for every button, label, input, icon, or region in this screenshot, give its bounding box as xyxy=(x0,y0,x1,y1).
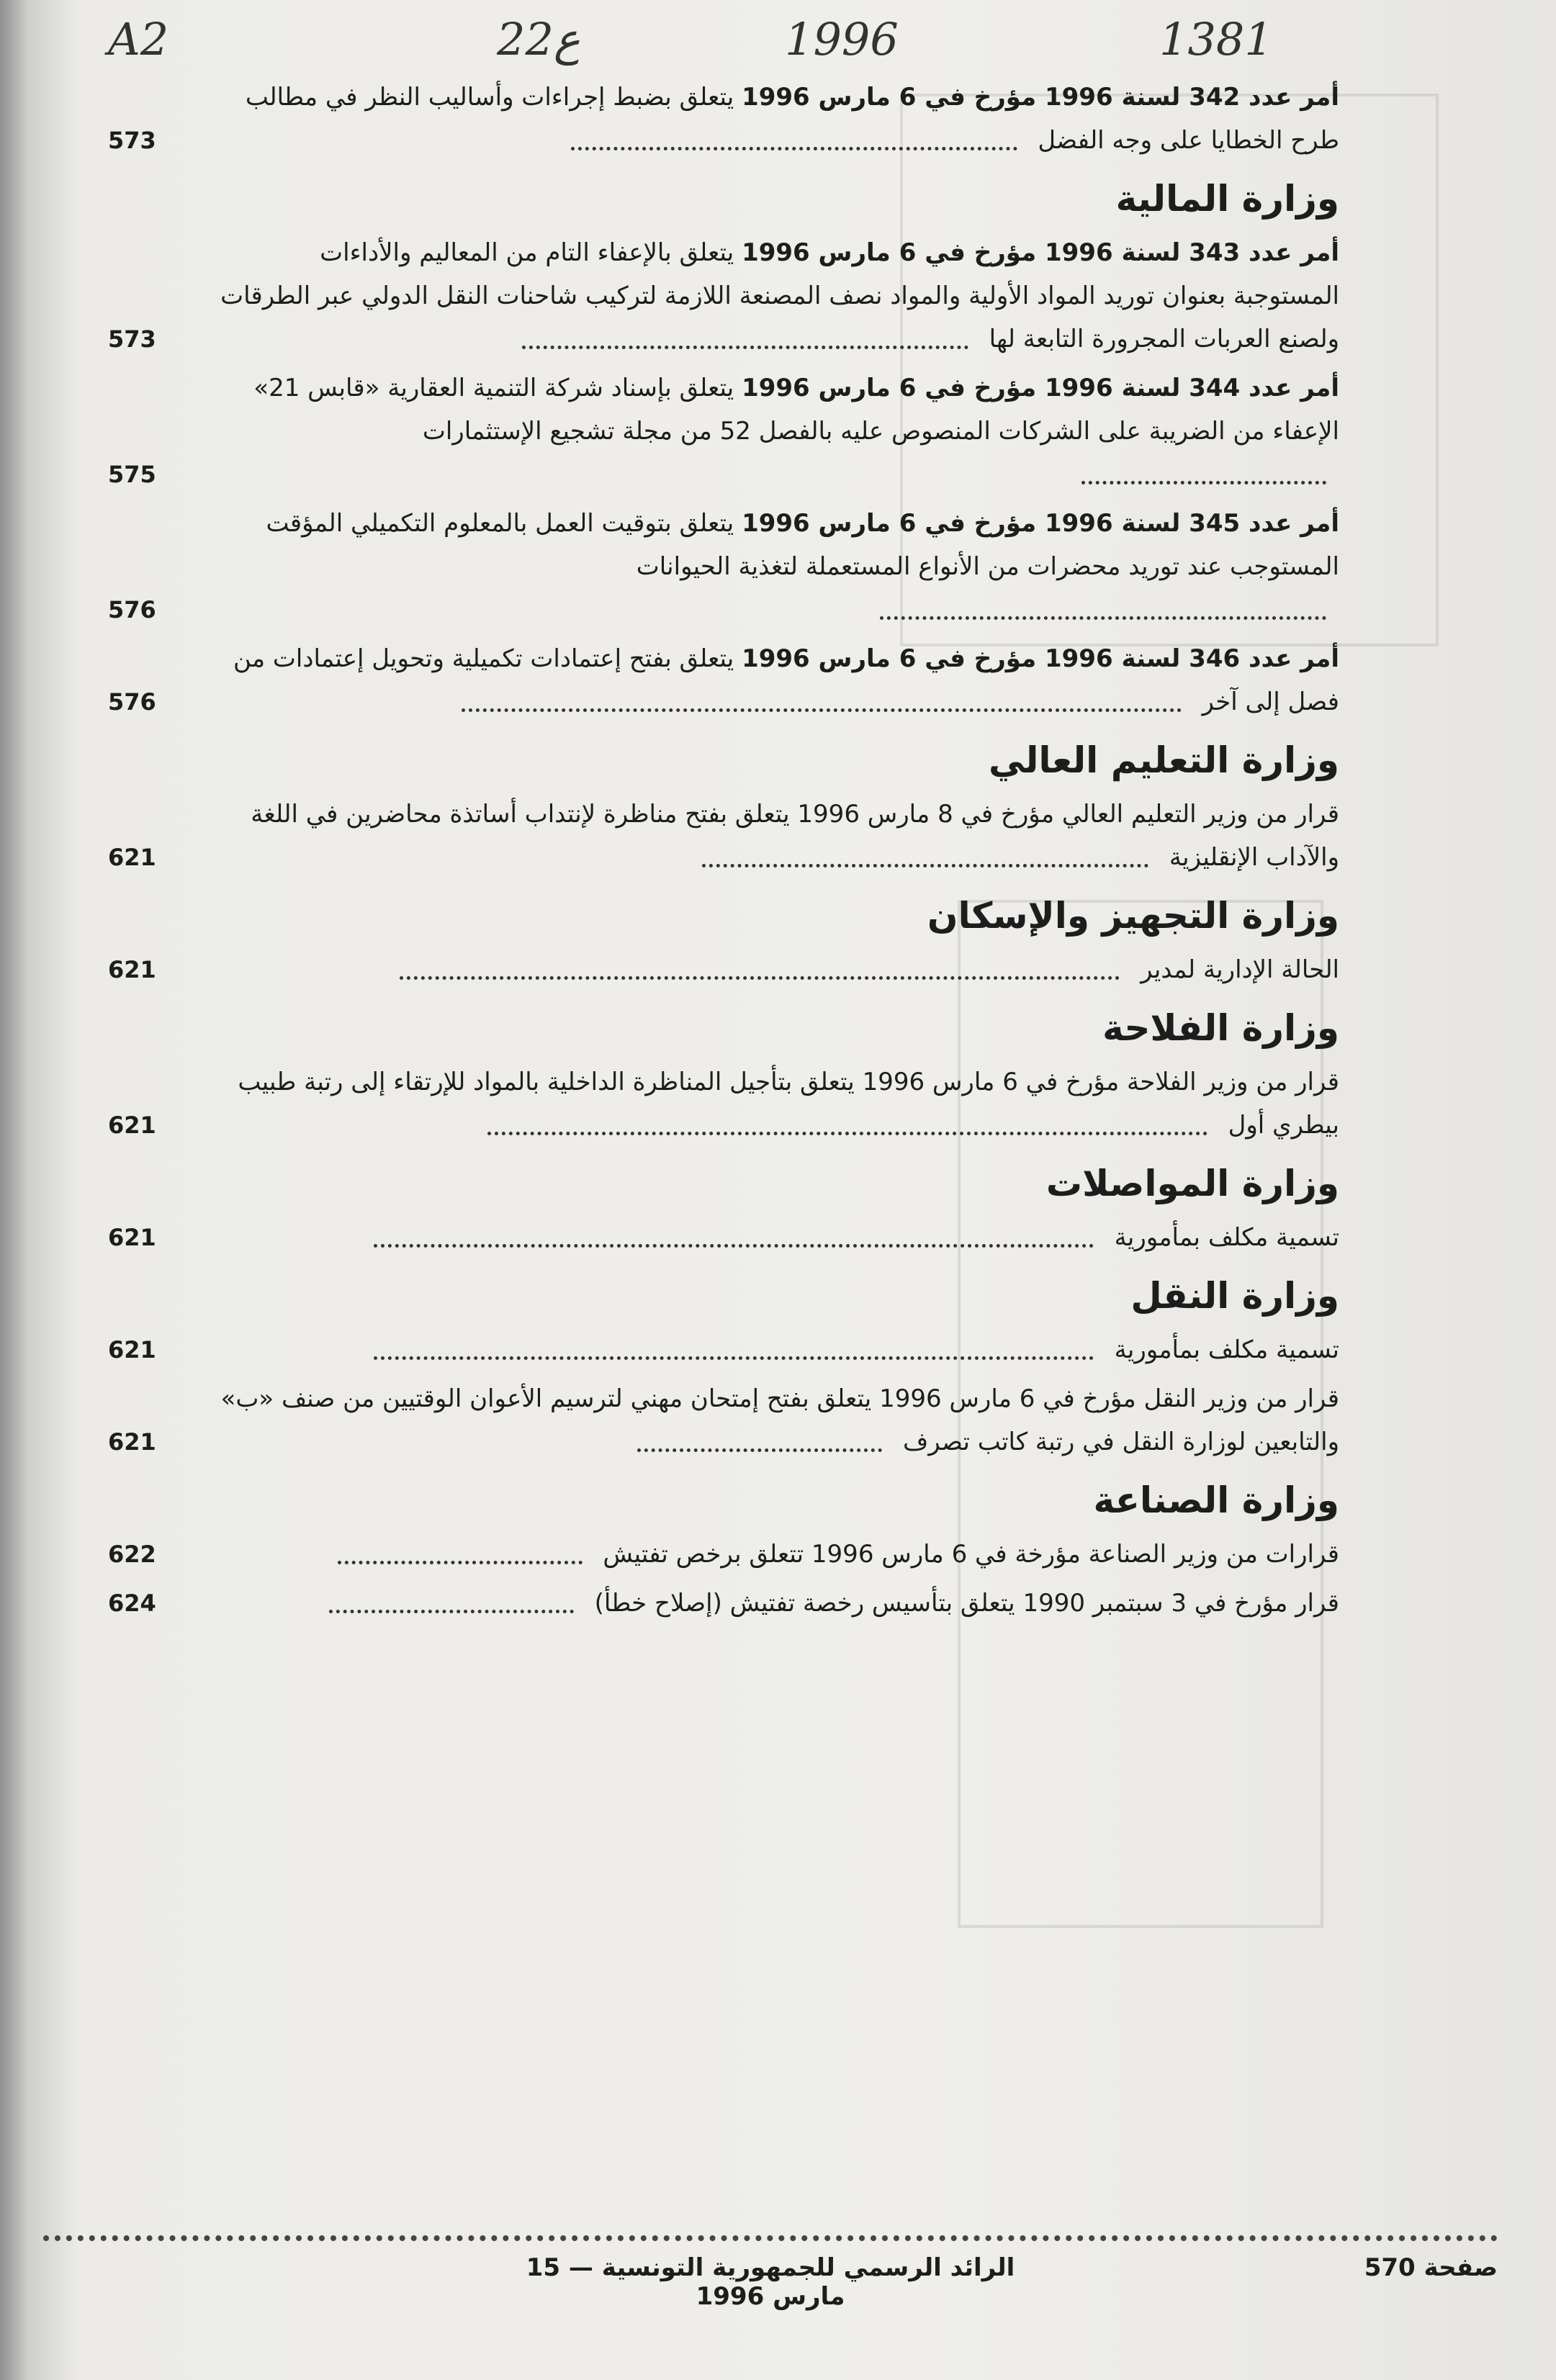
section-heading: وزارة الصناعة xyxy=(1093,1479,1339,1521)
page-number: 621 xyxy=(108,1428,156,1456)
toc-entry xyxy=(108,1216,1339,1259)
toc-entry xyxy=(108,1060,1339,1147)
page-footer xyxy=(43,2253,1498,2311)
section-heading: وزارة التعليم العالي xyxy=(989,739,1339,781)
page-number: 621 xyxy=(108,1336,156,1363)
toc-entry xyxy=(108,1328,1339,1371)
leader-dots xyxy=(374,1342,1094,1360)
toc-entry xyxy=(108,1377,1339,1464)
entry-title: أمر عدد 343 لسنة 1996 مؤرخ في 6 مارس 1996 xyxy=(742,238,1339,267)
section-heading: وزارة الفلاحة xyxy=(1102,1007,1339,1049)
toc-entry xyxy=(108,231,1339,361)
leader-dots xyxy=(400,962,1120,980)
page-number: 573 xyxy=(108,325,156,353)
toc-entry xyxy=(108,948,1339,991)
handwritten-year: 1996 xyxy=(785,13,899,66)
entry-text: يتعلق بتوقيت العمل بالمعلوم التكميلي المؤقت المستوجب عند توريد محضرات من الأنواع المستعملة لتغذية الحيوانات xyxy=(266,509,1339,581)
leader-dots xyxy=(462,694,1182,712)
section-heading: وزارة النقل xyxy=(1130,1275,1339,1317)
footer-publication: الرائد الرسمي للجمهورية التونسية — 15 مارس 1996 xyxy=(526,2253,1015,2311)
entry-text: قرار من وزير النقل مؤرخ في 6 مارس 1996 يتعلق بفتح إمتحان مهني لترسيم الأعوان الوقتيين من صنف «ب» والتابعين لوزارة النقل في رتبة كاتب تصرف xyxy=(220,1384,1339,1456)
entry-title: أمر عدد 344 لسنة 1996 مؤرخ في 6 مارس 1996 xyxy=(742,374,1339,402)
page-number: 576 xyxy=(108,688,156,716)
entry-text: قرارات من وزير الصناعة مؤرخة في 6 مارس 1996 تتعلق برخص تفتيش xyxy=(603,1540,1339,1569)
page-number: 575 xyxy=(108,461,156,488)
leader-dots xyxy=(880,602,1326,620)
leader-dots xyxy=(1081,466,1326,484)
entry-text: الحالة الإدارية لمدير xyxy=(1141,955,1339,984)
page-number: 624 xyxy=(108,1590,156,1617)
toc-entry xyxy=(108,1533,1339,1576)
section-heading: وزارة التجهيز والإسكان xyxy=(927,895,1339,937)
handwritten-number: 1381 xyxy=(1159,13,1273,66)
toc-entry xyxy=(108,637,1339,724)
page-number: 621 xyxy=(108,1112,156,1139)
entry-text: قرار مؤرخ في 3 سبتمبر 1990 يتعلق بتأسيس رخصة تفتيش (إصلاح خطأ) xyxy=(594,1589,1339,1618)
entry-text: قرار من وزير الفلاحة مؤرخ في 6 مارس 1996 يتعلق بتأجيل المناظرة الداخلية بالمواد للإرتقاء إلى رتبة طبيب بيطري أول xyxy=(238,1068,1339,1140)
page-number: 576 xyxy=(108,596,156,623)
page-number: 621 xyxy=(108,1224,156,1251)
handwritten-ref: A2 xyxy=(108,13,169,66)
entry-text: تسمية مكلف بمأمورية xyxy=(1114,1223,1339,1252)
handwritten-issue: 22ع xyxy=(497,13,580,66)
section-heading: وزارة المواصلات xyxy=(1045,1163,1339,1204)
leader-dots xyxy=(338,1546,583,1564)
page-number: 621 xyxy=(108,844,156,871)
toc-entry xyxy=(108,502,1339,631)
leader-dots xyxy=(637,1434,882,1452)
leader-dots xyxy=(487,1117,1208,1135)
entry-text: يتعلق بضبط إجراءات وأساليب النظر في مطالب طرح الخطايا على وجه الفضل xyxy=(245,83,1339,155)
toc-entry xyxy=(108,366,1339,496)
toc-entry xyxy=(108,76,1339,162)
leader-dots xyxy=(374,1230,1094,1248)
footer-page-label: صفحة 570 xyxy=(1364,2253,1498,2282)
section-heading: وزارة المالية xyxy=(1115,178,1339,220)
leader-dots xyxy=(702,849,1148,867)
toc-entry xyxy=(108,793,1339,879)
entry-text: يتعلق بالإعفاء التام من المعاليم والأداءات المستوجبة بعنوان توريد المواد الأولية والمواد نصف المصنعة اللازمة لتركيب شاحنات النقل الدولي عبر الطرقات ولصنع العربات المجرورة التابعة لها xyxy=(220,238,1339,353)
leader-dots xyxy=(329,1595,574,1613)
table-of-contents xyxy=(108,76,1339,1631)
page-number: 573 xyxy=(108,127,156,154)
entry-title: أمر عدد 345 لسنة 1996 مؤرخ في 6 مارس 1996 xyxy=(742,509,1339,538)
entry-text: قرار من وزير التعليم العالي مؤرخ في 8 مارس 1996 يتعلق بفتح مناظرة لإنتداب أساتذة محاضرين في اللغة والآداب الإنقليزية xyxy=(251,800,1339,872)
entry-text: يتعلق بفتح إعتمادات تكميلية وتحويل إعتمادات من فصل إلى آخر xyxy=(233,644,1339,716)
entry-text: يتعلق بإسناد شركة التنمية العقارية «قابس 21» الإعفاء من الضريبة على الشركات المنصوص عليه بالفصل 52 من مجلة تشجيع الإستثمارات xyxy=(253,374,1339,446)
leader-dots xyxy=(571,132,1017,150)
entry-title: أمر عدد 346 لسنة 1996 مؤرخ في 6 مارس 1996 xyxy=(742,644,1339,673)
leader-dots xyxy=(522,331,968,349)
entry-text: تسمية مكلف بمأمورية xyxy=(1114,1335,1339,1364)
page-number: 621 xyxy=(108,956,156,983)
handwritten-annotations xyxy=(0,13,1556,78)
page-number: 622 xyxy=(108,1541,156,1568)
footer-divider xyxy=(43,2235,1498,2241)
entry-title: أمر عدد 342 لسنة 1996 مؤرخ في 6 مارس 1996 xyxy=(742,83,1339,112)
toc-entry xyxy=(108,1582,1339,1625)
